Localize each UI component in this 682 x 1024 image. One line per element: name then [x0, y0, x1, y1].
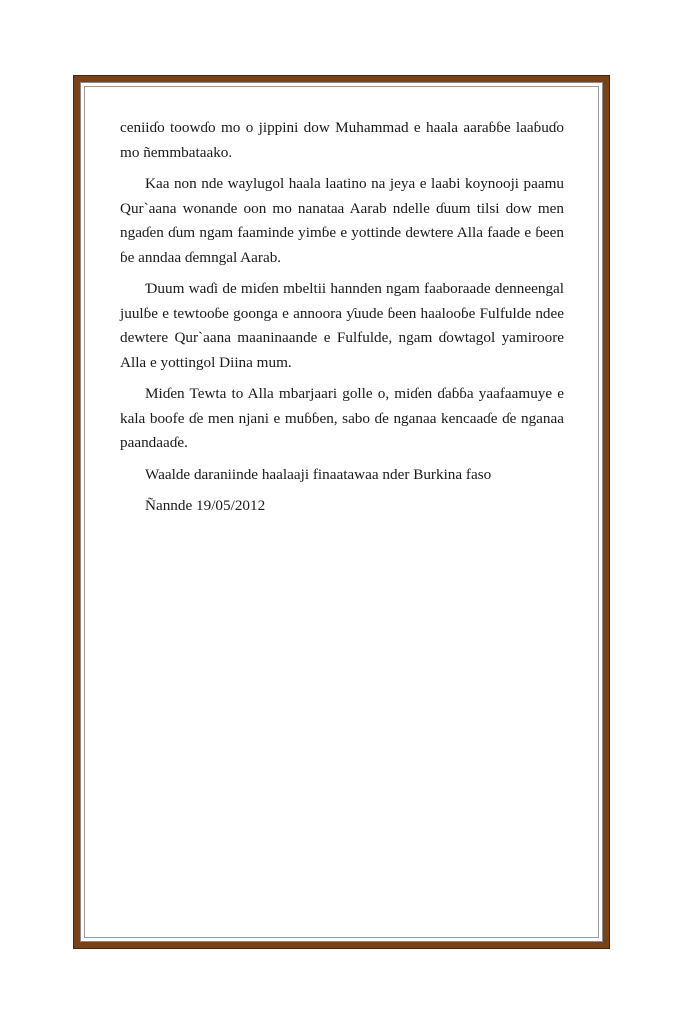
paragraph-prayer: Miɗen Tewta to Alla mbarjaari golle o, miɗen ɗaɓɓa yaafaamuye e kala boofe ɗe men njani e muɓɓen, sabo ɗe nganaa kencaaɗe ɗe nganaa paandaaɗe. — [120, 385, 564, 451]
page-body-text — [120, 116, 564, 526]
signature-organization: Waalde daraniinde haalaaji finaatawaa nder Burkina faso — [145, 465, 492, 483]
paragraph-continuation: ceniiɗo toowɗo mo o jippini dow Muhammad e haala aaraɓɓe laaɓuɗo mo ñemmbataako. — [120, 119, 564, 161]
paragraph-presentation: Ɗuum waɗi de miɗen mbeltii hannden ngam faaboraade denneengal juulɓe e tewtooɓe goonga e annoora ƴuude ɓeen haalooɓe Fulfulde ndee dewtere Qur`aana maaninaande e Fulfulde, ngam ɗowtagol yamiroore Alla e yottingol Diina mum. — [120, 280, 564, 371]
signature-date: Ñannde 19/05/2012 — [145, 497, 266, 514]
paragraph-translation-rationale: Kaa non nde waylugol haala laatino na jeya e laabi koynooji paamu Qur`aana wonande oon mo nanataa Aarab ndelle ɗuum tilsi dow men ngaɗen ɗum ngam faaminde yimɓe e yottinde dewtere Alla faade e ɓeen ɓe anndaa ɗemngal Aarab. — [120, 175, 564, 266]
